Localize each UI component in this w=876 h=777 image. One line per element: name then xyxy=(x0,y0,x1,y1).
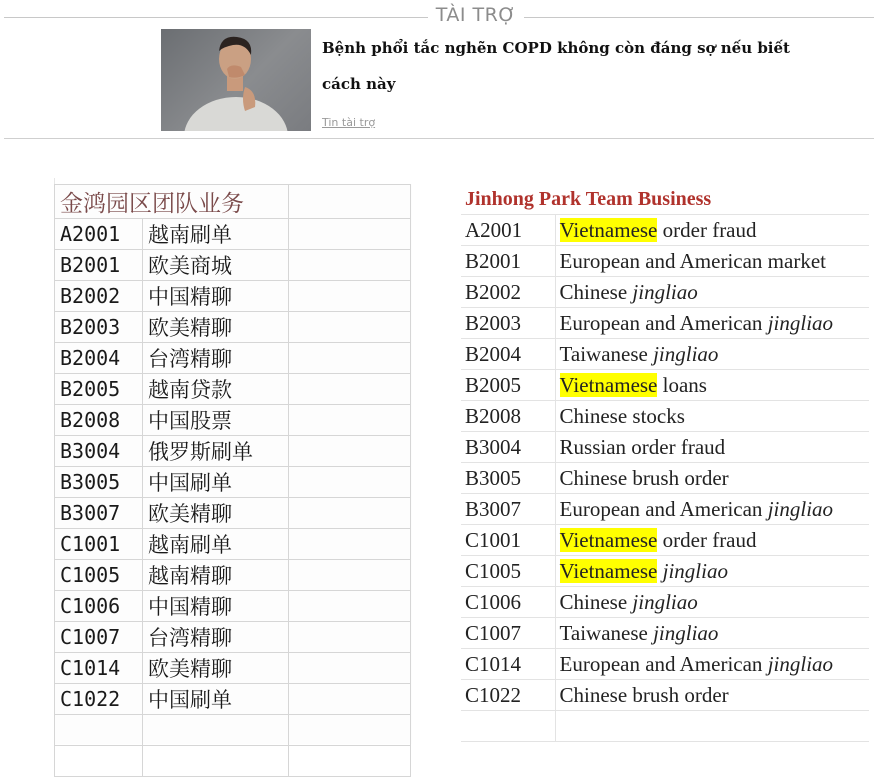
business-cell: 中国股票 xyxy=(143,405,289,436)
team-code-cell: A2001 xyxy=(461,215,555,246)
empty-cell xyxy=(289,312,411,343)
chinese-table-row xyxy=(55,405,411,436)
italic-term: jingliao xyxy=(632,279,698,304)
chinese-spreadsheet xyxy=(54,184,412,744)
translation-cell xyxy=(555,494,869,525)
highlighted-word: Vietnamese xyxy=(559,372,658,397)
translation-text: order fraud xyxy=(657,527,757,552)
chinese-table-row xyxy=(55,529,411,560)
chinese-table-row xyxy=(55,560,411,591)
team-code-cell: B2001 xyxy=(461,246,555,277)
business-cell: 欧美商城 xyxy=(143,250,289,281)
business-cell: 台湾精聊 xyxy=(143,343,289,374)
team-code-cell: B3004 xyxy=(461,432,555,463)
business-cell: 俄罗斯刷单 xyxy=(143,436,289,467)
team-code-cell: C1006 xyxy=(461,587,555,618)
ad-title-link[interactable]: Bệnh phổi tắc nghẽn COPD không còn đáng sợ nếu biết cách này xyxy=(322,39,790,93)
translation-text: loans xyxy=(657,372,707,397)
italic-term: jingliao xyxy=(767,496,834,521)
empty-cell xyxy=(289,343,411,374)
chinese-table-row xyxy=(55,622,411,653)
chinese-table-row xyxy=(55,436,411,467)
chinese-table-row xyxy=(55,343,411,374)
italic-term: jingliao xyxy=(767,651,834,676)
translation-cell xyxy=(555,215,869,246)
team-code-cell: C1005 xyxy=(461,556,555,587)
business-cell: 台湾精聊 xyxy=(143,622,289,653)
english-table-row xyxy=(461,370,869,401)
team-code-cell: C1014 xyxy=(55,653,143,684)
team-code-cell: B2001 xyxy=(55,250,143,281)
english-table-row xyxy=(461,215,869,246)
business-cell: 欧美精聊 xyxy=(143,312,289,343)
chinese-table xyxy=(54,184,411,777)
empty-cell xyxy=(289,529,411,560)
business-cell: 中国精聊 xyxy=(143,591,289,622)
team-code-cell: B2004 xyxy=(461,339,555,370)
translation-text: European and American xyxy=(559,310,768,335)
english-table-row xyxy=(461,339,869,370)
translation-cell xyxy=(555,339,869,370)
translation-cell xyxy=(555,277,869,308)
english-title-row xyxy=(461,184,869,215)
chinese-table-row xyxy=(55,591,411,622)
business-cell: 越南贷款 xyxy=(143,374,289,405)
chinese-table-row xyxy=(55,374,411,405)
section-divider xyxy=(4,138,874,139)
sponsor-header xyxy=(0,4,876,28)
chinese-table-row xyxy=(55,250,411,281)
business-cell: 中国刷单 xyxy=(143,467,289,498)
italic-term: jingliao xyxy=(653,620,719,645)
empty-cell xyxy=(289,622,411,653)
english-table-row xyxy=(461,401,869,432)
translation-cell xyxy=(555,401,869,432)
empty-cell xyxy=(289,405,411,436)
chinese-table-row xyxy=(55,467,411,498)
ad-thumbnail[interactable] xyxy=(161,29,311,131)
empty-cell xyxy=(555,711,869,742)
highlighted-word: Vietnamese xyxy=(559,217,658,242)
english-table-row xyxy=(461,463,869,494)
team-code-cell: C1022 xyxy=(461,680,555,711)
header-rule-right xyxy=(524,17,874,18)
team-code-cell: C1001 xyxy=(461,525,555,556)
english-table-row xyxy=(461,525,869,556)
empty-cell xyxy=(289,653,411,684)
chinese-title-cell xyxy=(55,185,289,219)
team-code-cell: C1001 xyxy=(55,529,143,560)
business-cell: 越南刷单 xyxy=(143,529,289,560)
empty-cell xyxy=(289,591,411,622)
team-code-cell: C1005 xyxy=(55,560,143,591)
translation-cell xyxy=(555,556,869,587)
empty-row xyxy=(461,711,869,742)
team-code-cell: C1014 xyxy=(461,649,555,680)
translation-cell xyxy=(555,308,869,339)
team-code-cell: B3005 xyxy=(55,467,143,498)
team-code-cell: B3007 xyxy=(55,498,143,529)
team-code-cell: B2002 xyxy=(55,281,143,312)
team-code-cell: B2004 xyxy=(55,343,143,374)
translation-cell xyxy=(555,525,869,556)
italic-term: jingliao xyxy=(662,558,728,583)
english-table xyxy=(461,184,869,742)
translation-text: Chinese xyxy=(559,279,633,304)
italic-term: jingliao xyxy=(632,589,698,614)
translation-text: European and American xyxy=(559,651,768,676)
business-cell: 越南精聊 xyxy=(143,560,289,591)
translation-text: European and American xyxy=(559,496,768,521)
empty-cell xyxy=(289,185,411,219)
translation-cell xyxy=(555,432,869,463)
translation-text: order fraud xyxy=(657,217,757,242)
empty-cell xyxy=(289,436,411,467)
empty-cell xyxy=(289,219,411,250)
empty-cell xyxy=(289,746,411,777)
coughing-man-image xyxy=(161,29,311,131)
chinese-table-row xyxy=(55,219,411,250)
empty-cell xyxy=(143,715,289,746)
translation-text: Chinese stocks xyxy=(559,403,685,428)
business-cell: 欧美精聊 xyxy=(143,653,289,684)
translation-text: Russian order fraud xyxy=(559,434,726,459)
empty-cell xyxy=(289,560,411,591)
team-code-cell: B2005 xyxy=(55,374,143,405)
translation-text: Taiwanese xyxy=(559,341,654,366)
empty-cell xyxy=(289,715,411,746)
english-table-row xyxy=(461,618,869,649)
chinese-table-row xyxy=(55,281,411,312)
translation-text: Taiwanese xyxy=(559,620,654,645)
highlighted-word: Vietnamese xyxy=(559,558,658,583)
empty-cell xyxy=(289,684,411,715)
chinese-table-row xyxy=(55,653,411,684)
translation-cell xyxy=(555,680,869,711)
translation-text: Chinese brush order xyxy=(559,682,729,707)
english-table-title: Jinhong Park Team Business xyxy=(461,184,869,215)
highlighted-word: Vietnamese xyxy=(559,527,658,552)
sponsor-heading: TÀI TRỢ xyxy=(435,4,517,26)
empty-cell xyxy=(289,467,411,498)
italic-term: jingliao xyxy=(653,341,719,366)
english-table-row xyxy=(461,556,869,587)
english-table-row xyxy=(461,587,869,618)
team-code-cell: B2003 xyxy=(55,312,143,343)
team-code-cell: C1007 xyxy=(461,618,555,649)
team-code-cell: B3007 xyxy=(461,494,555,525)
business-cell: 中国精聊 xyxy=(143,281,289,312)
team-code-cell: B3004 xyxy=(55,436,143,467)
empty-row xyxy=(55,715,411,746)
english-table-image xyxy=(461,184,869,744)
empty-cell xyxy=(289,250,411,281)
english-table-row xyxy=(461,308,869,339)
chinese-title-row xyxy=(55,185,411,219)
chinese-table-title: 金鸿园区团队业务 xyxy=(60,191,244,217)
translation-cell xyxy=(555,463,869,494)
team-code-cell: B2002 xyxy=(461,277,555,308)
translation-text: Chinese xyxy=(559,589,633,614)
team-code-cell: B2003 xyxy=(461,308,555,339)
english-table-row xyxy=(461,649,869,680)
empty-cell xyxy=(55,746,143,777)
english-table-row xyxy=(461,246,869,277)
empty-cell xyxy=(461,711,555,742)
english-table-row xyxy=(461,680,869,711)
empty-cell xyxy=(143,746,289,777)
translation-cell xyxy=(555,649,869,680)
business-cell: 中国刷单 xyxy=(143,684,289,715)
team-code-cell: B3005 xyxy=(461,463,555,494)
header-rule-left xyxy=(4,17,428,18)
english-table-row xyxy=(461,432,869,463)
empty-cell xyxy=(55,715,143,746)
translation-cell xyxy=(555,370,869,401)
translation-cell xyxy=(555,246,869,277)
chinese-table-row xyxy=(55,498,411,529)
empty-row xyxy=(55,746,411,777)
team-code-cell: C1022 xyxy=(55,684,143,715)
team-code-cell: C1006 xyxy=(55,591,143,622)
ad-source-link[interactable]: Tin tài trợ xyxy=(322,116,376,129)
translation-cell xyxy=(555,618,869,649)
chinese-table-row xyxy=(55,684,411,715)
team-code-cell: A2001 xyxy=(55,219,143,250)
team-code-cell: C1007 xyxy=(55,622,143,653)
empty-cell xyxy=(289,498,411,529)
business-cell: 越南刷单 xyxy=(143,219,289,250)
translation-text: Chinese brush order xyxy=(559,465,729,490)
chinese-table-row xyxy=(55,312,411,343)
italic-term: jingliao xyxy=(767,310,834,335)
team-code-cell: B2008 xyxy=(55,405,143,436)
team-code-cell: B2005 xyxy=(461,370,555,401)
team-code-cell: B2008 xyxy=(461,401,555,432)
english-table-row xyxy=(461,494,869,525)
empty-cell xyxy=(289,374,411,405)
empty-cell xyxy=(289,281,411,312)
translation-cell xyxy=(555,587,869,618)
translation-text: European and American market xyxy=(559,248,826,273)
english-table-row xyxy=(461,277,869,308)
business-cell: 欧美精聊 xyxy=(143,498,289,529)
